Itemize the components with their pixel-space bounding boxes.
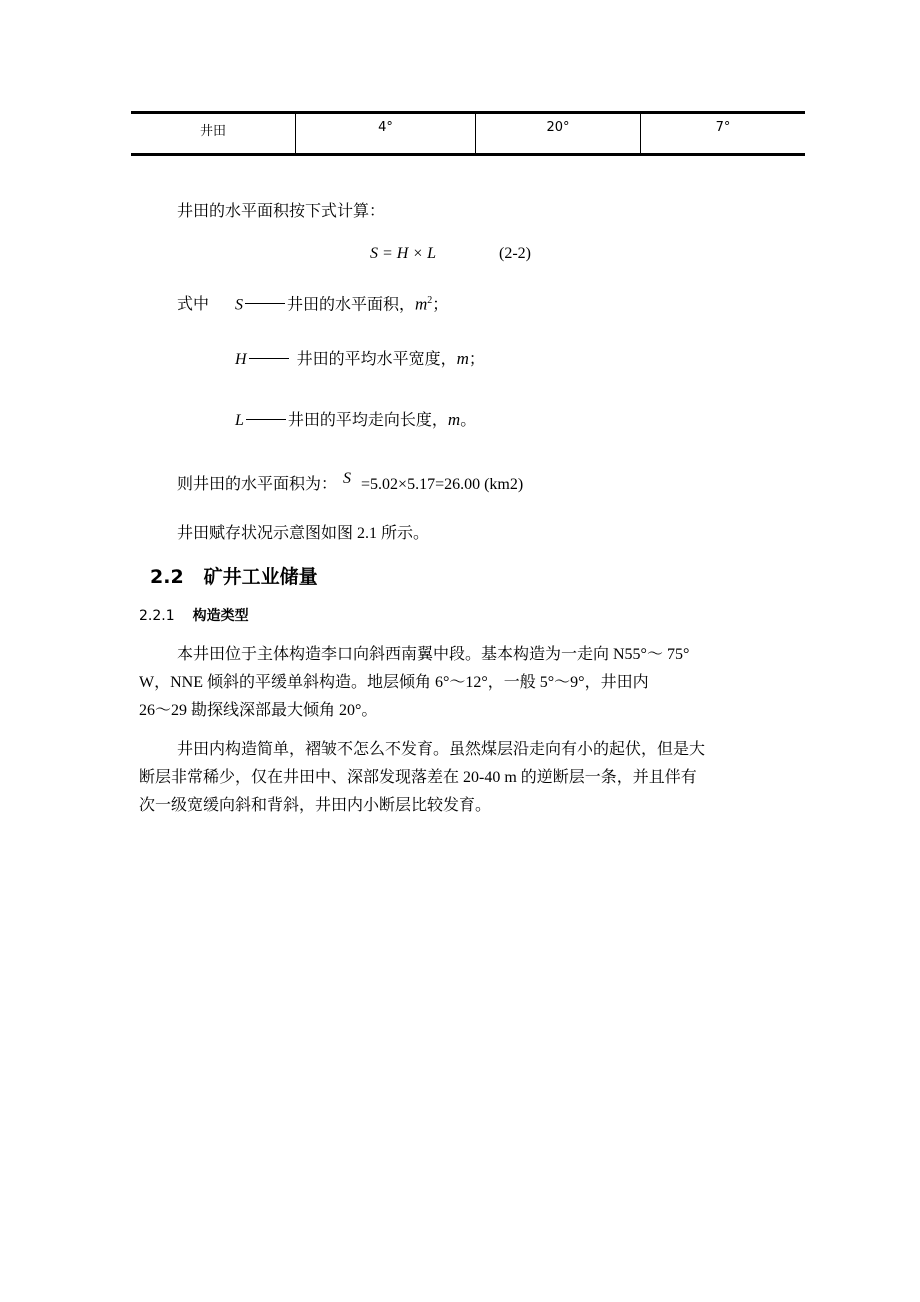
- paragraph-2-line-1: 井田内构造简单，褶皱不怎么不发育。虽然煤层沿走向有小的起伏，但是大: [177, 741, 706, 758]
- definition-dash: [249, 358, 289, 359]
- definition-l: [235, 410, 476, 431]
- definition-desc: 井田的平均水平宽度，: [296, 351, 457, 368]
- definition-symbol: S: [235, 296, 243, 314]
- table-bottom-rule: [131, 153, 805, 156]
- definition-end: ；: [468, 351, 485, 368]
- formula-expression: S = H × L: [370, 245, 437, 262]
- definition-unit: m: [447, 410, 461, 429]
- paragraph-2-line-3: 次一级宽缓向斜和背斜，井田内小断层比较发育。: [139, 797, 492, 814]
- definition-unit: m: [415, 294, 428, 314]
- data-table: [131, 111, 805, 156]
- definition-h: [235, 349, 485, 370]
- subsection-number: 2.2.1: [139, 608, 175, 624]
- definition-end: ；: [432, 296, 449, 314]
- result-label: 则井田的水平面积为：: [177, 476, 338, 493]
- table-cell-name: 井田: [199, 124, 226, 139]
- formula-number: (2-2): [499, 245, 531, 262]
- table-cell: 20°: [546, 120, 570, 135]
- definition-dash: [245, 303, 285, 304]
- definition-unit-exponent: 2: [427, 295, 433, 306]
- table-top-rule: [131, 111, 805, 114]
- paragraph-1-line-3: 26～29 勘探线深部最大倾角 20°。: [139, 702, 378, 719]
- where-prefix: 式中: [177, 296, 210, 313]
- paragraph-2-line-2: 断层非常稀少，仅在井田中、深部发现落差在 20-40 m 的逆断层一条，并且伴有: [139, 769, 697, 786]
- definition-unit: m: [456, 349, 469, 368]
- subsection-heading: [139, 605, 249, 625]
- section-number: 2.2: [150, 566, 184, 588]
- definition-dash: [246, 419, 286, 420]
- result-value: =5.02×5.17=26.00 (km2): [361, 476, 524, 493]
- paragraph-1-line-2: W，NNE 倾斜的平缓单斜构造。地层倾角 6°～12°，一般 5°～9°，井田内: [139, 674, 649, 691]
- definition-desc: 井田的平均走向长度，: [287, 412, 448, 429]
- result-line: [177, 470, 524, 495]
- table-cell: 7°: [715, 120, 731, 135]
- table-cell: 4°: [378, 120, 393, 135]
- definition-s: [235, 291, 448, 315]
- section-heading: [150, 562, 318, 589]
- definition-symbol: H: [235, 351, 247, 368]
- result-symbol: S: [343, 470, 352, 487]
- section-title: 矿井工业储量: [203, 566, 318, 588]
- paragraph-1-line-1: 本井田位于主体构造李口向斜西南翼中段。基本构造为一走向 N55°～ 75°: [177, 646, 690, 663]
- figure-reference: 井田赋存状况示意图如图 2.1 所示。: [177, 525, 430, 542]
- subsection-title: 构造类型: [192, 608, 249, 624]
- intro-text: 井田的水平面积按下式计算：: [177, 203, 386, 220]
- definition-desc: 井田的水平面积，: [287, 296, 416, 314]
- definition-end: 。: [460, 412, 477, 429]
- definition-symbol: L: [235, 412, 244, 429]
